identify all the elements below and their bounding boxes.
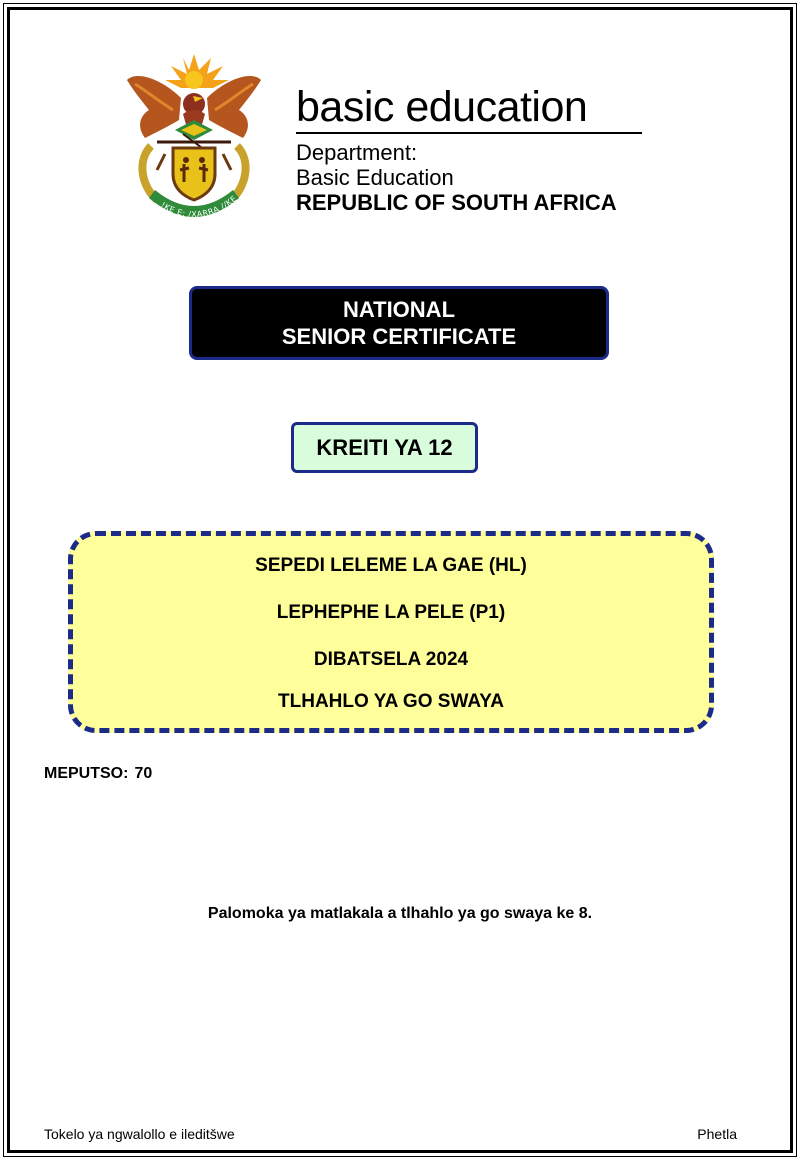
brand-underline [296,132,642,134]
document-type: TLHAHLO YA GO SWAYA [278,691,504,712]
brand-name: basic education [296,83,588,131]
department-label: Department: [296,140,418,165]
turn-over-note: Phetla [697,1126,737,1142]
subject-panel [68,531,714,733]
exam-session: DIBATSELA 2024 [313,649,469,670]
coat-of-arms-icon [123,50,265,230]
certificate-line-2: SENIOR CERTIFICATE [281,324,517,349]
paper-number: LEPHEPHE LA PELE (P1) [276,602,506,623]
certificate-line-1: NATIONAL [342,297,456,322]
total-marks [44,765,152,783]
department-branding [296,84,642,216]
certificate-banner [189,286,609,360]
subject-title: SEPEDI LELEME LA GAE (HL) [255,555,527,576]
page-count-note: Palomoka ya matlakala a tlhahlo ya go swaya ke 8. [207,905,593,922]
crest-motto: !KE E: /XARRA //KE [159,193,239,220]
department-name: Basic Education [296,165,454,190]
marks-value: 70 [134,765,153,782]
grade-badge [291,422,478,473]
country-name: REPUBLIC OF SOUTH AFRICA [296,190,617,215]
marks-label: MEPUTSO: [44,765,129,782]
copyright-notice: Tokelo ya ngwalollo e ileditšwe [44,1126,235,1142]
grade-label: KREITI YA 12 [316,434,453,460]
